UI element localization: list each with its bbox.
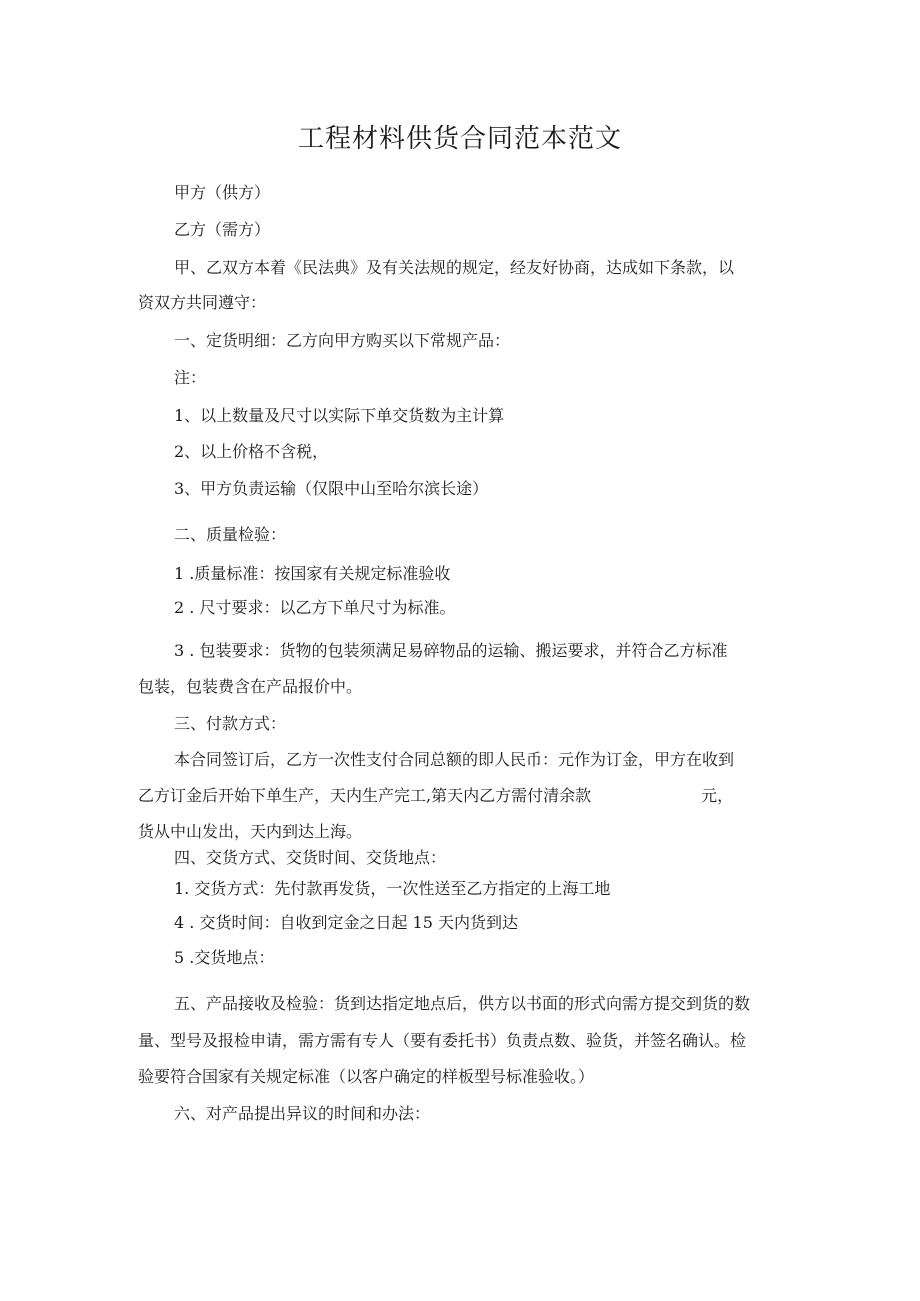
section-2-item-2: 2 . 尺寸要求：以乙方下单尺寸为标准。 [174, 598, 456, 617]
section-3-line-1: 本合同签订后，乙方一次性支付合同总额的即人民币：元作为订金，甲方在收到 [174, 750, 735, 769]
document-title: 工程材料供货合同范本范文 [297, 124, 622, 154]
section-6-heading: 六、对产品提出异议的时间和办法： [174, 1104, 431, 1123]
section-2-heading: 二、质量检验： [174, 525, 287, 544]
section-2-item-1: 1 .质量标准：按国家有关规定标准验收 [174, 564, 451, 583]
intro-line-1: 甲、乙双方本着《民法典》及有关法规的规定，经友好协商，达成如下条款，以 [174, 258, 735, 277]
section-4-item-1: 1. 交货方式：先付款再发货，一次性送至乙方指定的上海工地 [174, 879, 611, 898]
section-5-line-1: 五、产品接收及检验：货到达指定地点后，供方以书面的形式向需方提交到货的数 [174, 994, 751, 1013]
section-3-heading: 三、付款方式： [174, 714, 287, 733]
section-1-item-2: 2、以上价格不含税， [174, 442, 329, 461]
section-3-line-3: 货从中山发出，天内到达上海。 [138, 822, 363, 841]
party-b-line: 乙方（需方） [174, 220, 271, 239]
section-1-note: 注： [174, 368, 207, 387]
section-4-item-3: 5 .交货地点： [174, 948, 275, 967]
section-2-item-3-line-2: 包装，包装费含在产品报价中。 [138, 677, 363, 696]
section-2-item-3-line-1: 3 . 包装要求：货物的包装须满足易碎物品的运输、搬运要求，并符合乙方标准 [174, 641, 728, 660]
section-3-line-2-text: 乙方订金后开始下单生产，天内生产完工,第天内乙方需付清余款 [138, 786, 592, 805]
intro-line-2: 资双方共同遵守： [138, 293, 267, 312]
section-3-line-2 [138, 786, 733, 806]
section-5-line-2: 量、型号及报检申请，需方需有专人（要有委托书）负责点数、验货，并签名确认。检 [138, 1031, 747, 1050]
section-4-heading: 四、交货方式、交货时间、交货地点： [174, 848, 447, 867]
section-4-item-2: 4 . 交货时间：自收到定金之日起 15 天内货到达 [174, 913, 518, 932]
section-1-heading: 一、定货明细：乙方向甲方购买以下常规产品： [174, 331, 511, 350]
section-1-item-3: 3、甲方负责运输（仅限中山至哈尔滨长途） [174, 479, 489, 498]
section-3-currency-unit: 元， [701, 786, 734, 805]
party-a-line: 甲方（供方） [174, 183, 271, 202]
section-1-item-1: 1、以上数量及尺寸以实际下单交货数为主计算 [174, 406, 505, 425]
section-5-line-3: 验要符合国家有关规定标准（以客户确定的样板型号标准验收。） [138, 1067, 595, 1086]
